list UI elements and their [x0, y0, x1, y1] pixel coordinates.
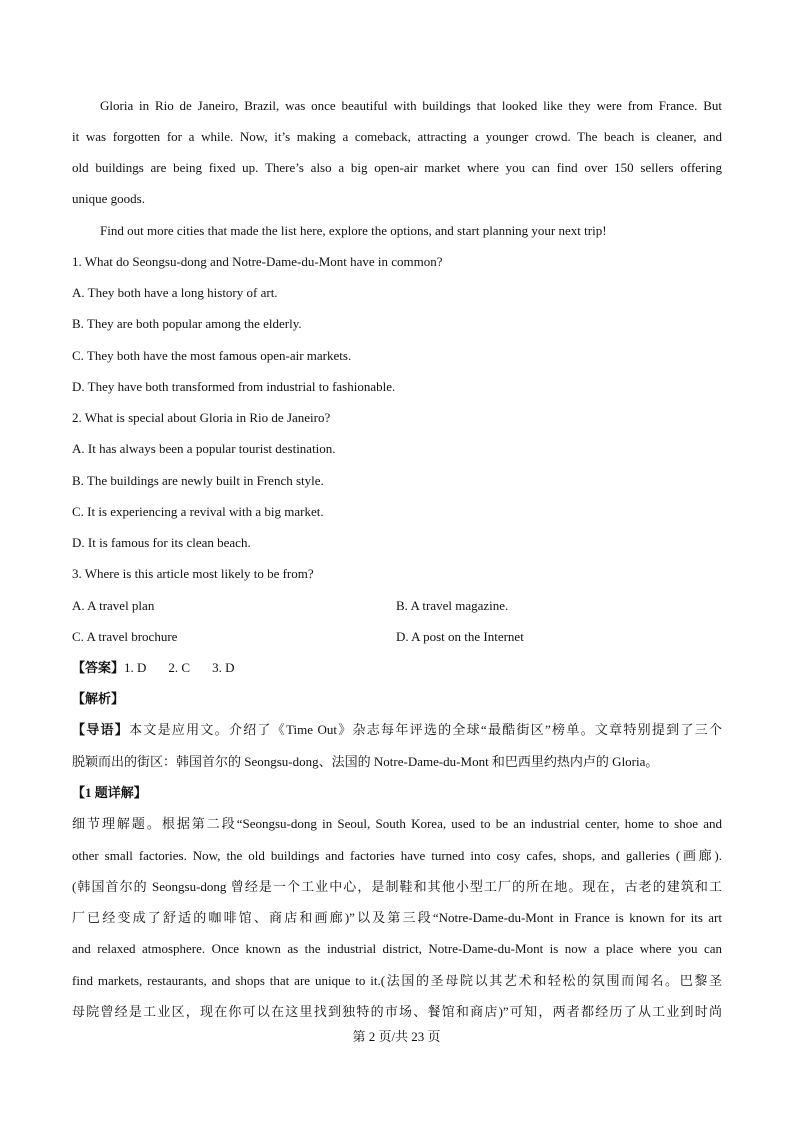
question-option: B. They are both popular among the elderly. [72, 316, 302, 331]
answer-item: 3. D [212, 660, 235, 675]
answer-label: 【答案】 [72, 660, 125, 675]
question-option: A. They both have a long history of art. [72, 285, 278, 300]
intro-line [72, 720, 722, 740]
question-stem: 3. Where is this article most likely to be from? [72, 566, 314, 581]
answer-item: 1. D [124, 660, 147, 675]
analysis-label: 【解析】 [72, 691, 125, 706]
detail-line: and relaxed atmosphere. Once known as the industrial district, Notre-Dame-du-Mont is now a place where you can [72, 941, 722, 956]
page-number: 第 2 页/共 23 页 [352, 1029, 441, 1044]
detail-line: 母院曾经是工业区，现在你可以在这里找到独特的市场、餐馆和商店)”可知，两者都经历了从工业到时尚 [72, 1004, 722, 1019]
question-option: D. It is famous for its clean beach. [72, 535, 251, 550]
question-option: B. The buildings are newly built in French style. [72, 473, 324, 488]
question-option: C. A travel brochure [72, 629, 178, 644]
question-option: D. A post on the Internet [396, 629, 524, 644]
detail-label: 【1 题详解】 [72, 785, 147, 800]
detail-line: 厂已经变成了舒适的咖啡馆、商店和画廊)”以及第三段“Notre-Dame-du-Mont in France is known for its art [72, 910, 722, 925]
detail-line: (韩国首尔的 Seongsu-dong 曾经是一个工业中心，是制鞋和其他小型工厂的所在地。现在，古老的建筑和工 [72, 879, 722, 894]
question-stem: 1. What do Seongsu-dong and Notre-Dame-du-Mont have in common? [72, 254, 443, 269]
answer-item: 2. C [168, 660, 191, 675]
question-option: D. They have both transformed from industrial to fashionable. [72, 379, 396, 394]
answer-line [72, 658, 722, 678]
intro-text: 本文是应用文。介绍了《Time Out》杂志每年评选的全球“最酷街区”榜单。文章特别提到了三个 [129, 722, 722, 737]
passage-line: Gloria in Rio de Janeiro, Brazil, was once beautiful with buildings that looked like they were from France. But [100, 98, 722, 113]
question-option: C. It is experiencing a revival with a big market. [72, 504, 324, 519]
passage-line: Find out more cities that made the list here, explore the options, and start planning your next trip! [100, 223, 607, 238]
passage-line: unique goods. [72, 191, 145, 206]
question-option: A. It has always been a popular tourist destination. [72, 441, 336, 456]
intro-line: 脱颖而出的街区：韩国首尔的 Seongsu-dong、法国的 Notre-Dame-du-Mont 和巴西里约热内卢的 Gloria。 [72, 754, 659, 769]
detail-line: find markets, restaurants, and shops that are unique to it.(法国的圣母院以其艺术和轻松的氛围而闻名。巴黎圣 [72, 973, 722, 988]
question-option: A. A travel plan [72, 598, 155, 613]
detail-line: 细节理解题。根据第二段“Seongsu-dong in Seoul, South Korea, used to be an industrial center, home to shoe and [72, 816, 722, 831]
passage-line: it was forgotten for a while. Now, it’s making a comeback, attracting a younger crowd. The beach is cleaner, and [72, 129, 722, 144]
question-option: B. A travel magazine. [396, 598, 509, 613]
intro-label: 【导语】 [72, 722, 130, 737]
question-option: C. They both have the most famous open-air markets. [72, 348, 352, 363]
passage-line: old buildings are being fixed up. There’s also a big open-air market where you can find over 150 sellers offering [72, 160, 722, 175]
detail-line: other small factories. Now, the old buildings and factories have turned into cosy cafes, shops, and galleries (画廊). [72, 848, 722, 863]
question-stem: 2. What is special about Gloria in Rio de Janeiro? [72, 410, 331, 425]
